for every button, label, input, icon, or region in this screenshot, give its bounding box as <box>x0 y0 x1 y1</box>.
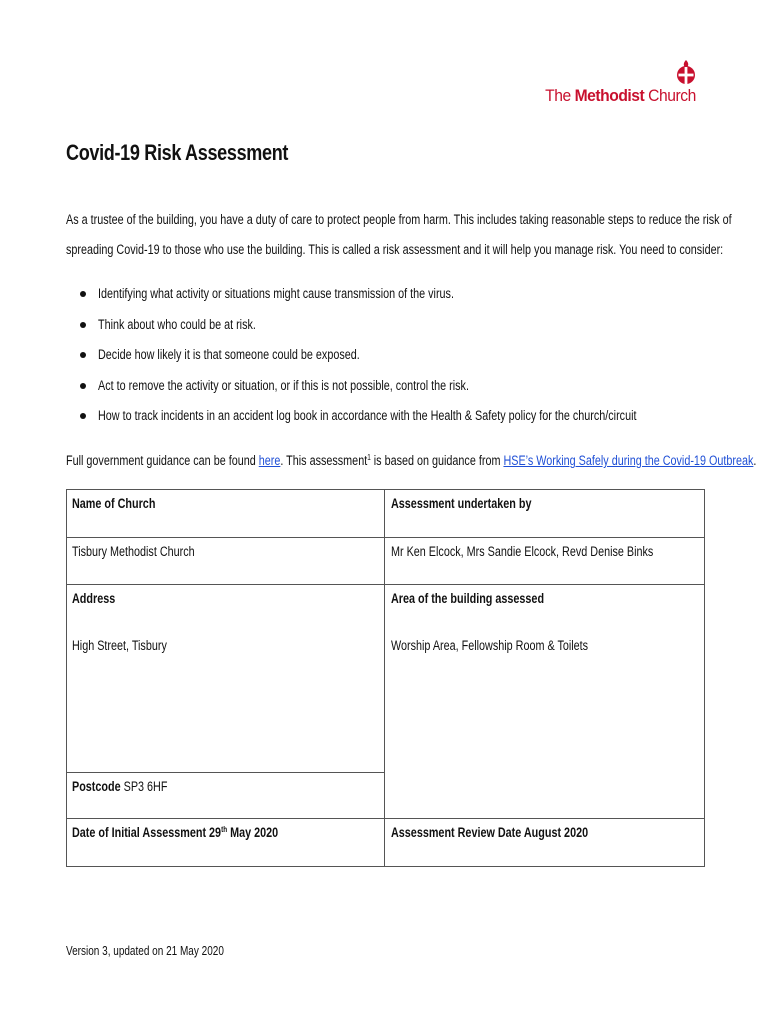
table-row-divider <box>66 772 385 773</box>
address-value: High Street, Tisbury <box>72 638 167 653</box>
logo-wordmark: The Methodist Church <box>545 86 696 105</box>
initial-assessment-date: Date of Initial Assessment 29th May 2020 <box>72 825 279 840</box>
table-column-divider <box>384 489 385 867</box>
cross-and-flame-icon <box>676 58 696 86</box>
list-item: Decide how likely it is that someone could be exposed. <box>80 340 770 371</box>
list-item: Act to remove the activity or situation, or if this is not possible, control the risk. <box>80 371 770 402</box>
table-border <box>66 489 67 867</box>
assessor-label: Assessment undertaken by <box>391 496 532 511</box>
hse-guidance-link[interactable]: HSE’s Working Safely during the Covid-19 Outbreak <box>503 453 754 468</box>
bullet-icon <box>80 413 86 419</box>
assessor-value: Mr Ken Elcock, Mrs Sandie Elcock, Revd Denise Binks <box>391 544 654 559</box>
page-title: Covid-19 Risk Assessment <box>66 140 289 165</box>
intro-line-1: As a trustee of the building, you have a duty of care to protect people from harm. This includes taking reasonable steps to reduce the risk of <box>66 212 732 227</box>
bullet-icon <box>80 322 86 328</box>
guidance-here-link[interactable]: here <box>258 453 281 468</box>
table-border <box>66 866 705 867</box>
bullet-icon <box>80 352 86 358</box>
church-info-table <box>66 489 705 867</box>
bullet-icon <box>80 383 86 389</box>
table-border <box>66 489 705 490</box>
bullet-icon <box>80 291 86 297</box>
review-date: Assessment Review Date August 2020 <box>391 825 589 840</box>
postcode-field <box>72 779 167 794</box>
table-border <box>704 489 705 867</box>
area-assessed-value: Worship Area, Fellowship Room & Toilets <box>391 638 589 653</box>
considerations-list <box>80 279 770 432</box>
list-item: Identifying what activity or situations might cause transmission of the virus. <box>80 279 770 310</box>
guidance-paragraph: Full government guidance can be found here. This assessment$^1$ is based on guidance from HSE’s Working Safely during the Covid-19 Outbreak. <box>66 453 757 468</box>
postcode-value: SP3 6HF <box>120 779 168 794</box>
postcode-label: Postcode <box>72 779 121 794</box>
list-item: Think about who could be at risk. <box>80 310 770 341</box>
address-label: Address <box>72 591 116 606</box>
table-row-divider <box>66 584 705 585</box>
list-item: How to track incidents in an accident log book in accordance with the Health & Safety policy for the church/circuit <box>80 401 770 432</box>
footnote-mark: 1 <box>367 453 371 462</box>
area-assessed-label: Area of the building assessed <box>391 591 545 606</box>
table-row-divider <box>66 537 705 538</box>
church-name-value: Tisbury Methodist Church <box>72 544 195 559</box>
intro-line-2: spreading Covid-19 to those who use the building. This is called a risk assessment and it will help you manage risk. You need to consider: <box>66 242 724 257</box>
intro-paragraph <box>66 205 770 265</box>
church-name-label: Name of Church <box>72 496 156 511</box>
methodist-church-logo <box>536 58 696 114</box>
version-footer: Version 3, updated on 21 May 2020 <box>66 944 224 958</box>
table-row-divider <box>66 818 705 819</box>
